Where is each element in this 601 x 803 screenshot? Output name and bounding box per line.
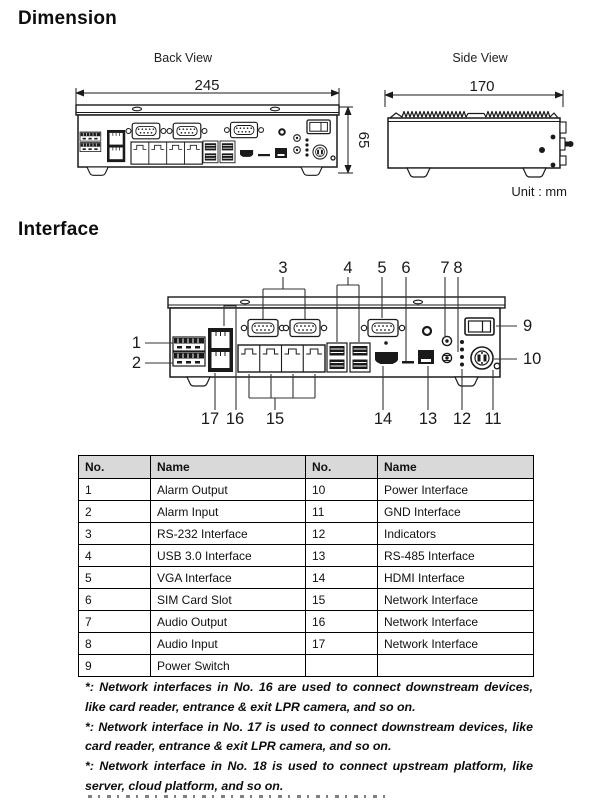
callout-16: 16	[225, 410, 245, 428]
table-row	[79, 567, 534, 589]
audio-jack	[294, 147, 301, 154]
table-row	[79, 611, 534, 633]
usb-ports	[220, 141, 235, 163]
table-row	[79, 501, 534, 523]
section-title-dimension: Dimension	[18, 8, 117, 29]
mount-hole	[279, 129, 285, 135]
table-cell: 6	[79, 589, 151, 611]
table-cell	[378, 655, 534, 677]
footnote: *: Network interface in No. 18 is used to connect upstream platform, like server, cloud platform, and so on.	[85, 759, 533, 793]
foot	[301, 167, 322, 175]
power-din-port	[313, 145, 327, 159]
table-cell: RS-485 Interface	[378, 545, 534, 567]
callout-12: 12	[452, 410, 472, 428]
interface-diagram	[125, 252, 545, 437]
power-din-port	[471, 347, 493, 369]
callout-7: 7	[440, 259, 450, 277]
table-cell: 15	[306, 589, 378, 611]
sim-card-slot	[402, 361, 414, 364]
side-chassis	[388, 112, 574, 178]
table-cell: Network Interface	[378, 611, 534, 633]
col-header-no: No.	[306, 456, 378, 479]
callout-2: 2	[131, 354, 141, 372]
table-header-row	[79, 456, 534, 479]
back-height-value: 65	[355, 131, 372, 149]
table-cell: 10	[306, 479, 378, 501]
alarm-output-terminal	[173, 337, 205, 351]
power-switch	[307, 120, 330, 134]
footnote: *: Network interfaces in No. 16 are used to connect downstream devices, like card reader, entrance & exit LPR camera, and so on.	[85, 680, 533, 714]
callout-13: 13	[418, 410, 438, 428]
heatsink-fins	[390, 112, 558, 119]
rs232-port	[241, 320, 284, 337]
table-cell: 14	[306, 567, 378, 589]
gnd-screw	[494, 363, 500, 369]
table-cell: 7	[79, 611, 151, 633]
audio-output-jack	[442, 336, 451, 345]
table-row	[79, 589, 534, 611]
rs485-detail	[278, 154, 285, 156]
table-cell: 11	[306, 501, 378, 523]
antenna-connector	[560, 138, 574, 150]
power-switch	[465, 318, 494, 335]
rj45-ports	[131, 142, 202, 164]
table-cell: 1	[79, 479, 151, 501]
table-cell: Alarm Input	[151, 501, 306, 523]
mount-hole	[423, 327, 431, 335]
sim-card-slot	[258, 154, 270, 156]
table-cell: Audio Input	[151, 633, 306, 655]
alarm-terminal-block	[80, 132, 101, 141]
table-row	[79, 523, 534, 545]
chassis-screw-slot	[414, 300, 423, 304]
table-cell: Power Interface	[378, 479, 534, 501]
side-connector	[560, 122, 566, 133]
table-cell: 16	[306, 611, 378, 633]
rs232-port	[283, 320, 326, 337]
table-cell: Network Interface	[378, 589, 534, 611]
footnotes	[85, 678, 533, 797]
table-cell: SIM Card Slot	[151, 589, 306, 611]
table-cell: USB 3.0 Interface	[151, 545, 306, 567]
usb3-ports	[350, 343, 370, 372]
callout-6: 6	[401, 259, 411, 277]
gnd-screw	[331, 156, 335, 160]
chassis-screw-slot	[133, 107, 142, 111]
alarm-input-terminal	[173, 352, 205, 366]
rs485-port	[275, 148, 287, 158]
table-cell: Audio Output	[151, 611, 306, 633]
db9-port	[167, 123, 207, 139]
network-ports	[238, 345, 325, 372]
foot	[523, 168, 546, 177]
table-cell: GND Interface	[378, 501, 534, 523]
back-view-label: Back View	[153, 51, 213, 65]
callout-1: 1	[131, 334, 141, 352]
foot	[187, 377, 210, 386]
section-title-interface: Interface	[18, 219, 100, 240]
table-cell: 2	[79, 501, 151, 523]
table-row	[79, 479, 534, 501]
col-header-name: Name	[378, 456, 534, 479]
back-width-value: 245	[194, 77, 220, 94]
callout-15: 15	[265, 410, 285, 428]
back-view-diagram	[55, 77, 380, 180]
vga-port	[224, 122, 263, 137]
foot	[407, 168, 430, 177]
table-cell: 13	[306, 545, 378, 567]
hdmi-screw	[384, 341, 388, 345]
back-height-dimension	[338, 107, 372, 173]
side-depth-value: 170	[469, 78, 495, 95]
table-cell: 12	[306, 523, 378, 545]
table-cell: 4	[79, 545, 151, 567]
foot	[87, 167, 108, 175]
callout-4: 4	[343, 259, 353, 277]
hdmi-port	[375, 352, 398, 364]
table-cell: 9	[79, 655, 151, 677]
unit-label: Unit : mm	[511, 184, 567, 199]
db9-port	[126, 123, 166, 139]
table-cell: 3	[79, 523, 151, 545]
side-view-label: Side View	[452, 51, 508, 65]
footnote: *: Network interface in No. 17 is used to connect downstream devices, like card reader, entrance & exit LPR camera, and so on.	[85, 719, 533, 754]
cropped-next-line	[88, 795, 390, 798]
rs485-port	[418, 350, 434, 364]
table-row	[79, 633, 534, 655]
side-connector	[560, 156, 566, 165]
table-cell: 5	[79, 567, 151, 589]
callout-9: 9	[523, 317, 533, 335]
table-cell: Alarm Output	[151, 479, 306, 501]
table-cell: 17	[306, 633, 378, 655]
table-cell: VGA Interface	[151, 567, 306, 589]
table-cell: RS-232 Interface	[151, 523, 306, 545]
table-cell: 8	[79, 633, 151, 655]
table-row	[79, 545, 534, 567]
rj45-stack-port	[107, 130, 125, 162]
interface-table	[78, 455, 534, 677]
network-port-stack	[208, 328, 233, 372]
table-cell	[306, 655, 378, 677]
table-cell: HDMI Interface	[378, 567, 534, 589]
side-view-diagram	[380, 80, 595, 185]
alarm-terminal-block	[80, 143, 101, 152]
callout-5: 5	[377, 259, 387, 277]
callout-17: 17	[200, 410, 220, 428]
table-cell: Network Interface	[378, 633, 534, 655]
usb3-ports	[327, 343, 347, 372]
vga-port	[361, 320, 404, 337]
chassis-screw-slot	[241, 300, 250, 304]
table-cell: Power Switch	[151, 655, 306, 677]
callout-10: 10	[523, 350, 542, 368]
col-header-name: Name	[151, 456, 306, 479]
callout-8: 8	[453, 259, 463, 277]
hdmi-port	[240, 150, 253, 157]
chassis-screw-slot	[271, 107, 280, 111]
callout-3: 3	[278, 259, 288, 277]
callout-11: 11	[484, 410, 502, 428]
audio-input-jack	[442, 353, 451, 362]
usb-ports	[203, 141, 218, 163]
table-cell: Indicators	[378, 523, 534, 545]
callout-14: 14	[373, 410, 393, 428]
table-row	[79, 655, 534, 677]
audio-jack	[294, 135, 301, 142]
side-depth-dimension	[385, 78, 563, 107]
col-header-no: No.	[79, 456, 151, 479]
foot	[455, 377, 478, 386]
back-width-dimension	[76, 77, 339, 105]
